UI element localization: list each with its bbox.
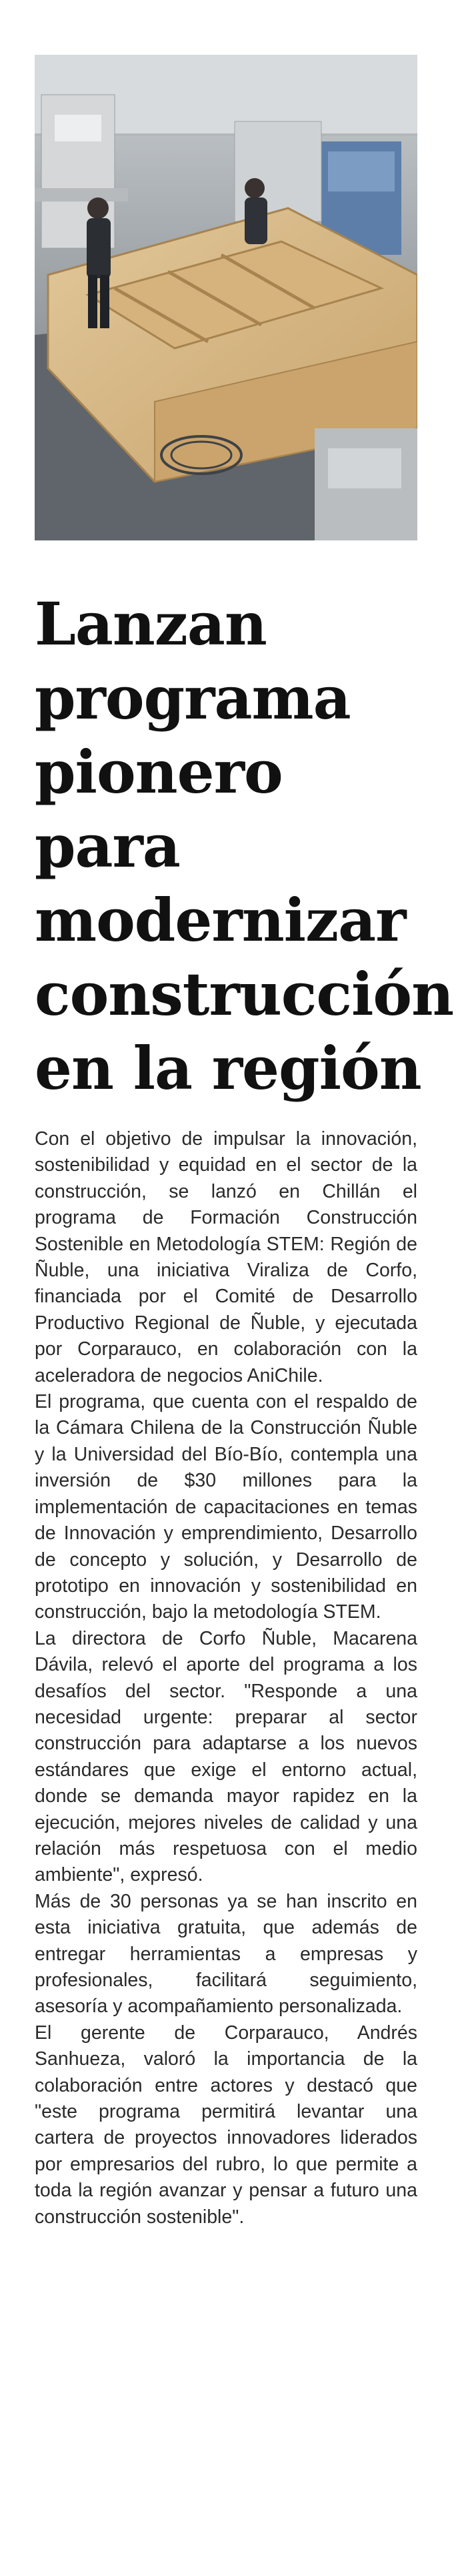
headline-line: modernizar [35, 885, 406, 955]
headline-line: construcción [35, 959, 454, 1029]
headline-line: en la región [35, 1033, 421, 1103]
headline-line: pionero [35, 737, 283, 807]
body-paragraph: El programa, que cuenta con el respaldo de la Cámara Chilena de la Construcción Ñuble y la Universidad del Bío-Bío, contempla una inversión de $30 millones para la implementación de capacitaciones en temas de Innovación y emprendimiento, Desarrollo de concepto y solución, y Desarrollo de prototipo en innovación y sostenibilidad en construcción, bajo la metodología STEM. [35, 1391, 417, 1623]
headline-line: Lanzan [35, 589, 267, 659]
factory-workers-image [35, 55, 417, 540]
body-paragraph: La directora de Corfo Ñuble, Macarena Dávila, relevó el aporte del programa a los desafíos del sector. "Responde a una necesidad urgente: preparar al sector construcción para adaptarse a los nuevos estándares que exige el entorno actual, donde se demanda mayor rapidez en la ejecución, mejores niveles de calidad y una relación más respetuosa con el medio ambiente", expresó. [35, 1627, 417, 1886]
article-headline [35, 587, 454, 1106]
headline-line: programa [35, 663, 351, 733]
body-paragraph: Más de 30 personas ya se han inscrito en esta iniciativa gratuita, que además de entregar herramientas a empresas y profesionales, facilitará seguimiento, asesoría y acompañamiento personalizada. [35, 1890, 417, 2018]
headline-line: para [35, 811, 180, 881]
body-paragraph: Con el objetivo de impulsar la innovación, sostenibilidad y equidad en el sector de la construcción, se lanzó en Chillán el programa de Formación Construcción Sostenible en Metodología STEM: Región de Ñuble, una iniciativa Viraliza de Corfo, financiada por el Comité de Desarrollo Productivo Regional de Ñuble, y ejecutada por Corparauco, en colaboración con la aceleradora de negocios AniChile. [35, 1128, 417, 1386]
body-paragraph: El gerente de Corparauco, Andrés Sanhueza, valoró la importancia de la colaboración entre actores y destacó que "este programa permitirá levantar una cartera de proyectos innovadores liderados por empresarios del rubro, lo que permite a toda la región avanzar y pensar a futuro una construcción sostenible". [35, 2022, 417, 2228]
article-photo [35, 55, 417, 540]
article-body [35, 1126, 417, 2230]
